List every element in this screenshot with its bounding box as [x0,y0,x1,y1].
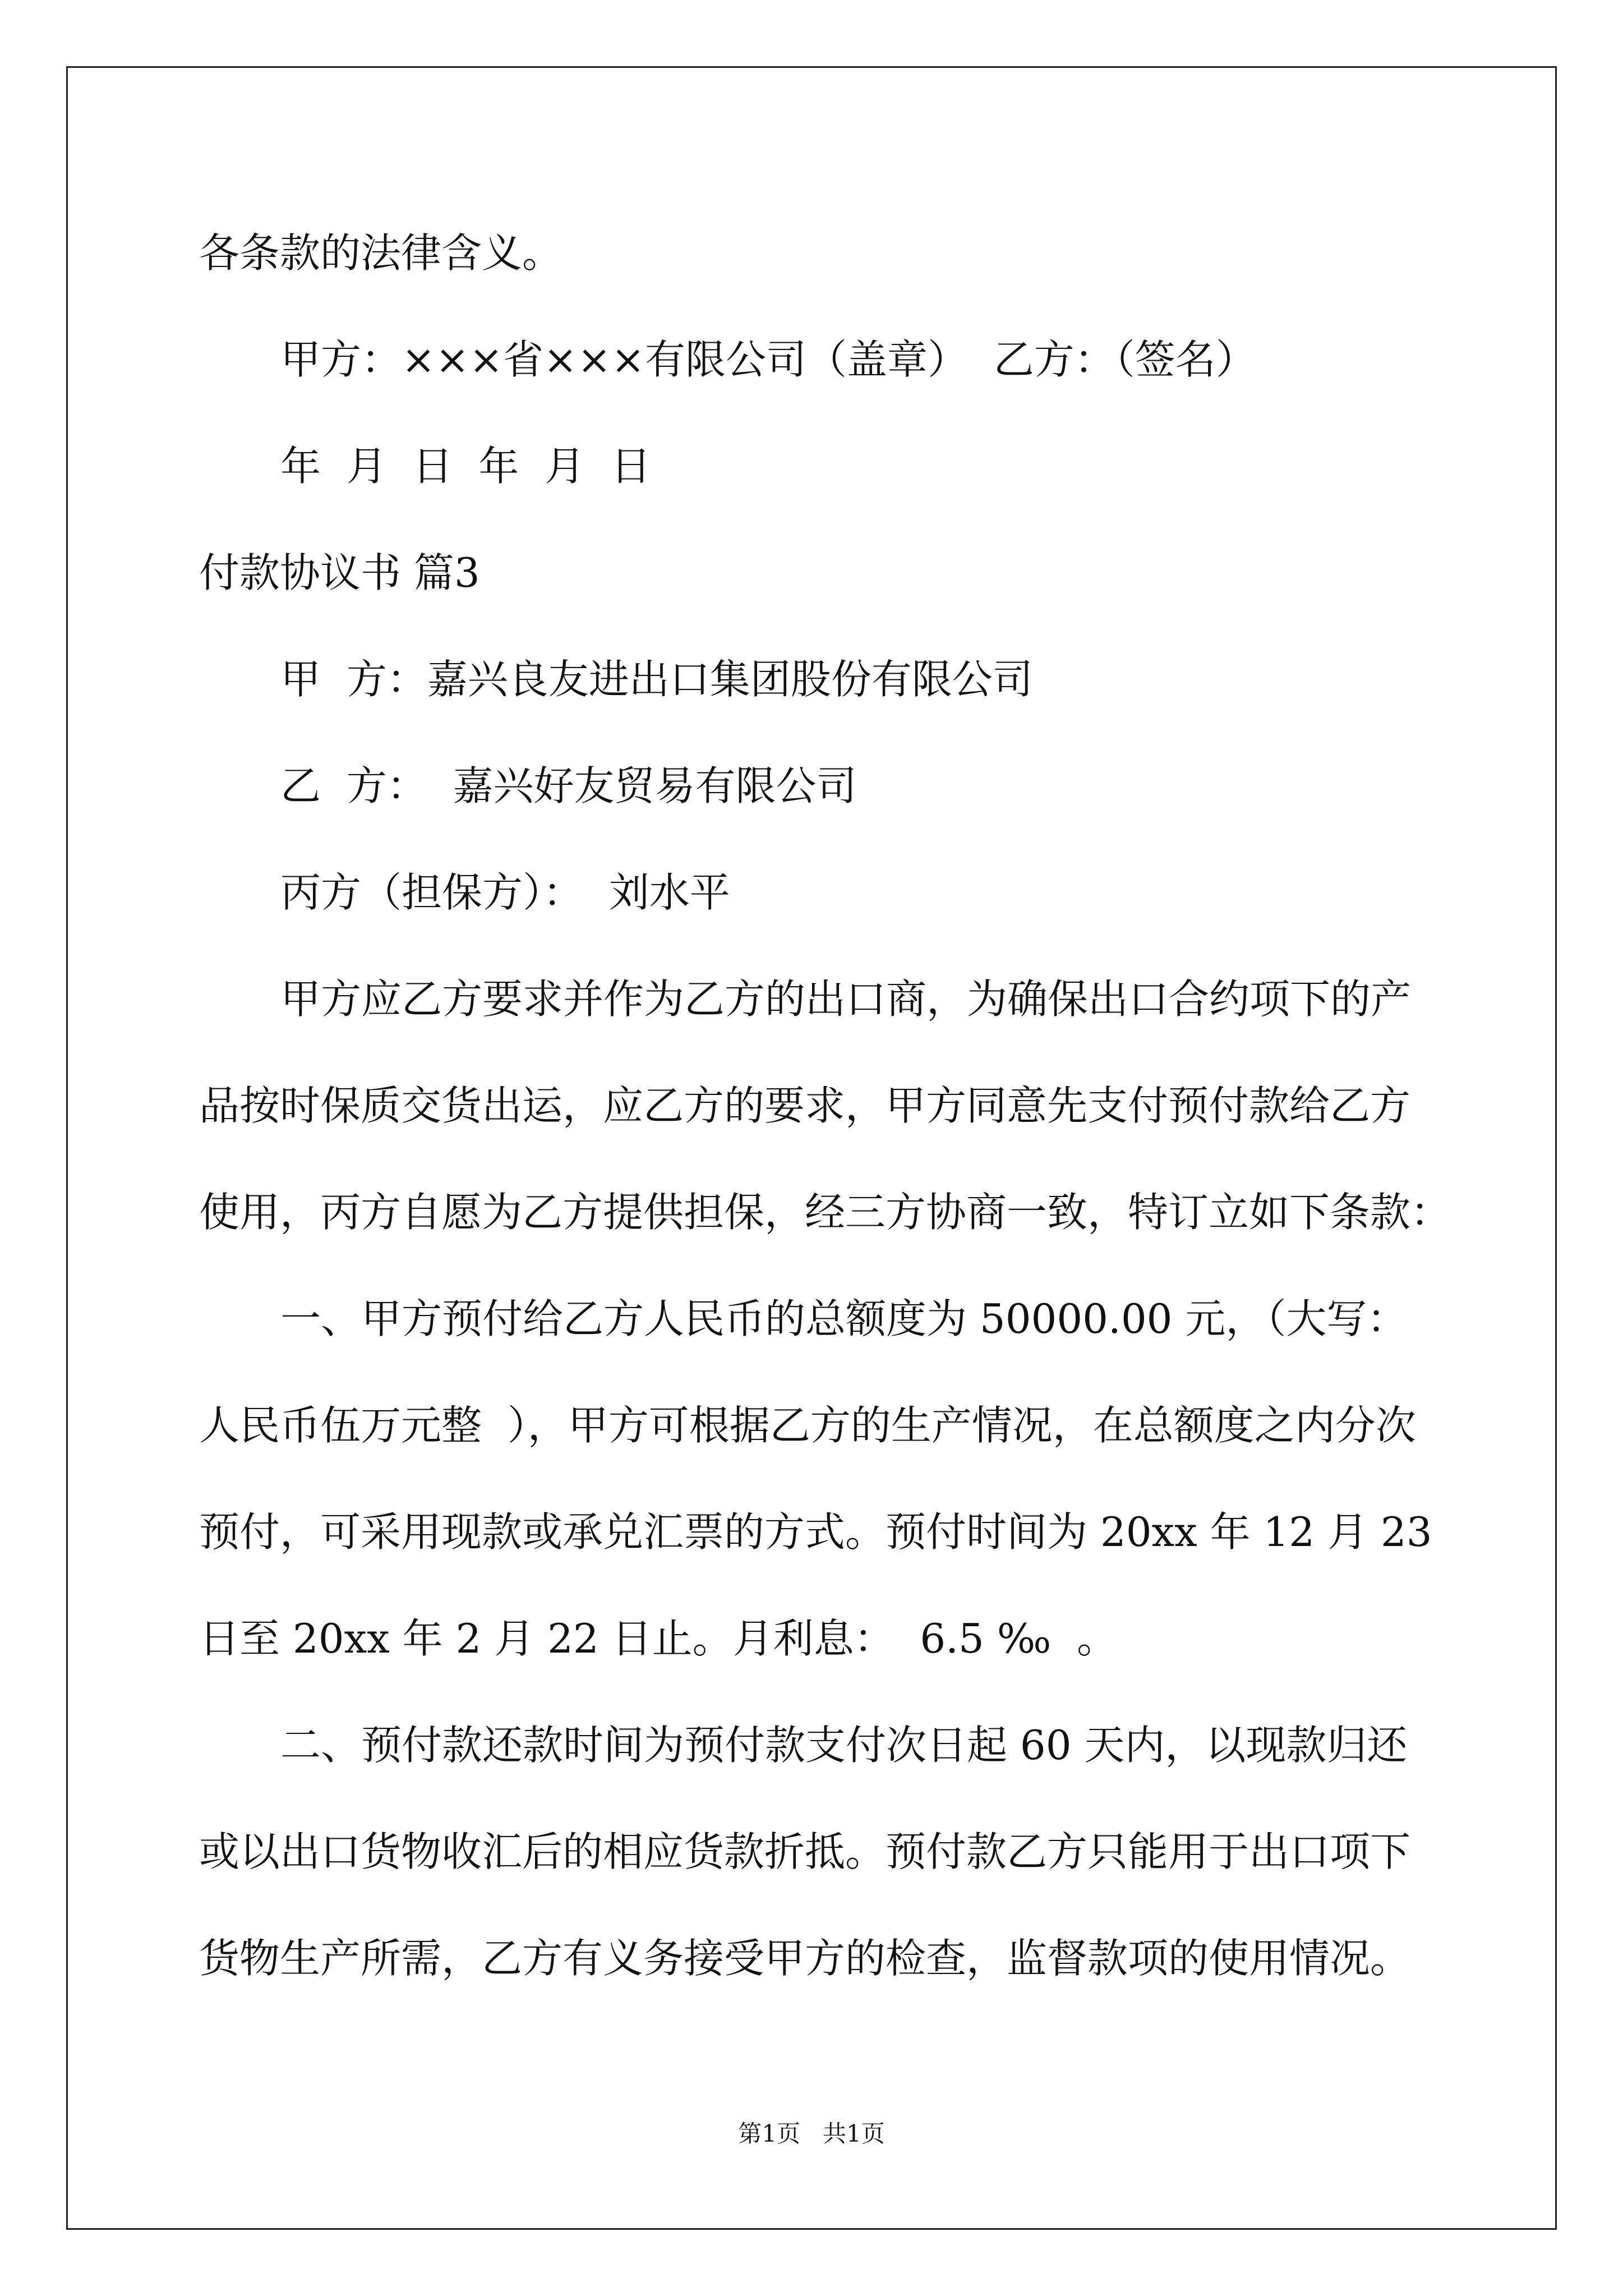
clause-1-line: 预付，可采用现款或承兑汇票的方式。预付时间为 20xx 年 12 月 23 [199,1508,1432,1556]
clause-1-line: 人民币伍万元整 ），甲方可根据乙方的生产情况，在总额度之内分次 [199,1402,1416,1449]
paragraph-line: 品按时保质交货出运，应乙方的要求，甲方同意先支付预付款给乙方 [199,1082,1411,1129]
signature-date-line: 年 月 日 年 月 日 [280,443,651,490]
clause-2-line: 货物生产所需，乙方有义务接受甲方的检查，监督款项的使用情况。 [199,1935,1411,1982]
party-b-line: 乙 方： 嘉兴好友贸易有限公司 [280,762,857,809]
paragraph-line: 使用，丙方自愿为乙方提供担保，经三方协商一致，特订立如下条款： [199,1189,1451,1236]
clause-1-line: 日至 20xx 年 2 月 22 日止。月利息： 6.5 ‰ 。 [199,1615,1118,1662]
party-a-line: 甲 方：嘉兴良友进出口集团股份有限公司 [280,656,1033,703]
clause-2-line: 或以出口货物收汇后的相应货款折抵。预付款乙方只能用于出口项下 [199,1828,1411,1875]
paragraph-line: 甲方应乙方要求并作为乙方的出口商，为确保出口合约项下的产 [280,976,1412,1023]
section-heading: 付款协议书 篇3 [199,549,480,596]
party-c-line: 丙方（担保方）： 刘水平 [280,869,730,916]
page-border [66,66,1557,2230]
signature-parties-line: 甲方：×××省×××有限公司（盖章） 乙方：（签名） [280,336,1256,383]
page-footer: 第1页 共1页 [738,2120,885,2147]
clause-1-line: 一、甲方预付给乙方人民币的总额度为 50000.00 元，（大写： [280,1295,1408,1342]
text-line-1: 各条款的法律含义。 [199,229,563,277]
clause-2-line: 二、预付款还款时间为预付款支付次日起 60 天内，以现款归还 [280,1722,1408,1769]
